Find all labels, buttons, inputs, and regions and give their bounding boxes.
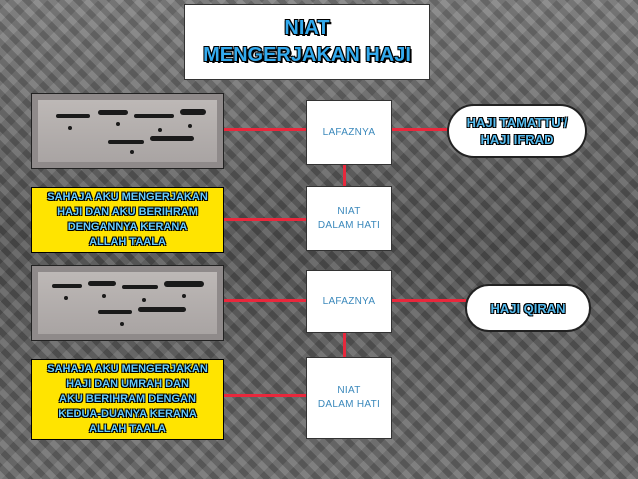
connector-lafaz-niat-1 <box>343 165 346 187</box>
title-box <box>184 4 430 80</box>
haji-type-1: HAJI TAMATTU'/ HAJI IFRAD <box>447 104 587 158</box>
connector-arabic-2 <box>222 299 308 302</box>
title-line-2: MENGERJAKAN HAJI <box>203 44 411 66</box>
meaning-2: SAHAJA AKU MENGERJAKAN HAJI DAN UMRAH DAN AKU BERIHRAM DENGAN KEDUA-DUANYA KERANA ALLAH TAALA <box>31 359 224 440</box>
connector-lafaz-type-2 <box>392 299 466 302</box>
meaning-1: SAHAJA AKU MENGERJAKAN HAJI DAN AKU BERIHRAM DENGANNYA KERANA ALLAH TAALA <box>31 187 224 253</box>
arabic-lafaz-image-1 <box>31 93 224 169</box>
connector-lafaz-niat-2 <box>343 333 346 359</box>
connector-arabic-1 <box>222 128 308 131</box>
lafaz-label-1: LAFAZNYA <box>306 100 392 165</box>
title-line-1: NIAT <box>284 17 330 39</box>
arabic-lafaz-image-2 <box>31 265 224 341</box>
haji-type-2: HAJI QIRAN <box>465 284 591 332</box>
connector-meaning-2 <box>222 394 308 397</box>
niat-dalam-hati-1: NIAT DALAM HATI <box>306 186 392 251</box>
connector-lafaz-type-1 <box>392 128 448 131</box>
connector-meaning-1 <box>222 218 308 221</box>
niat-dalam-hati-2: NIAT DALAM HATI <box>306 357 392 439</box>
lafaz-label-2: LAFAZNYA <box>306 270 392 333</box>
